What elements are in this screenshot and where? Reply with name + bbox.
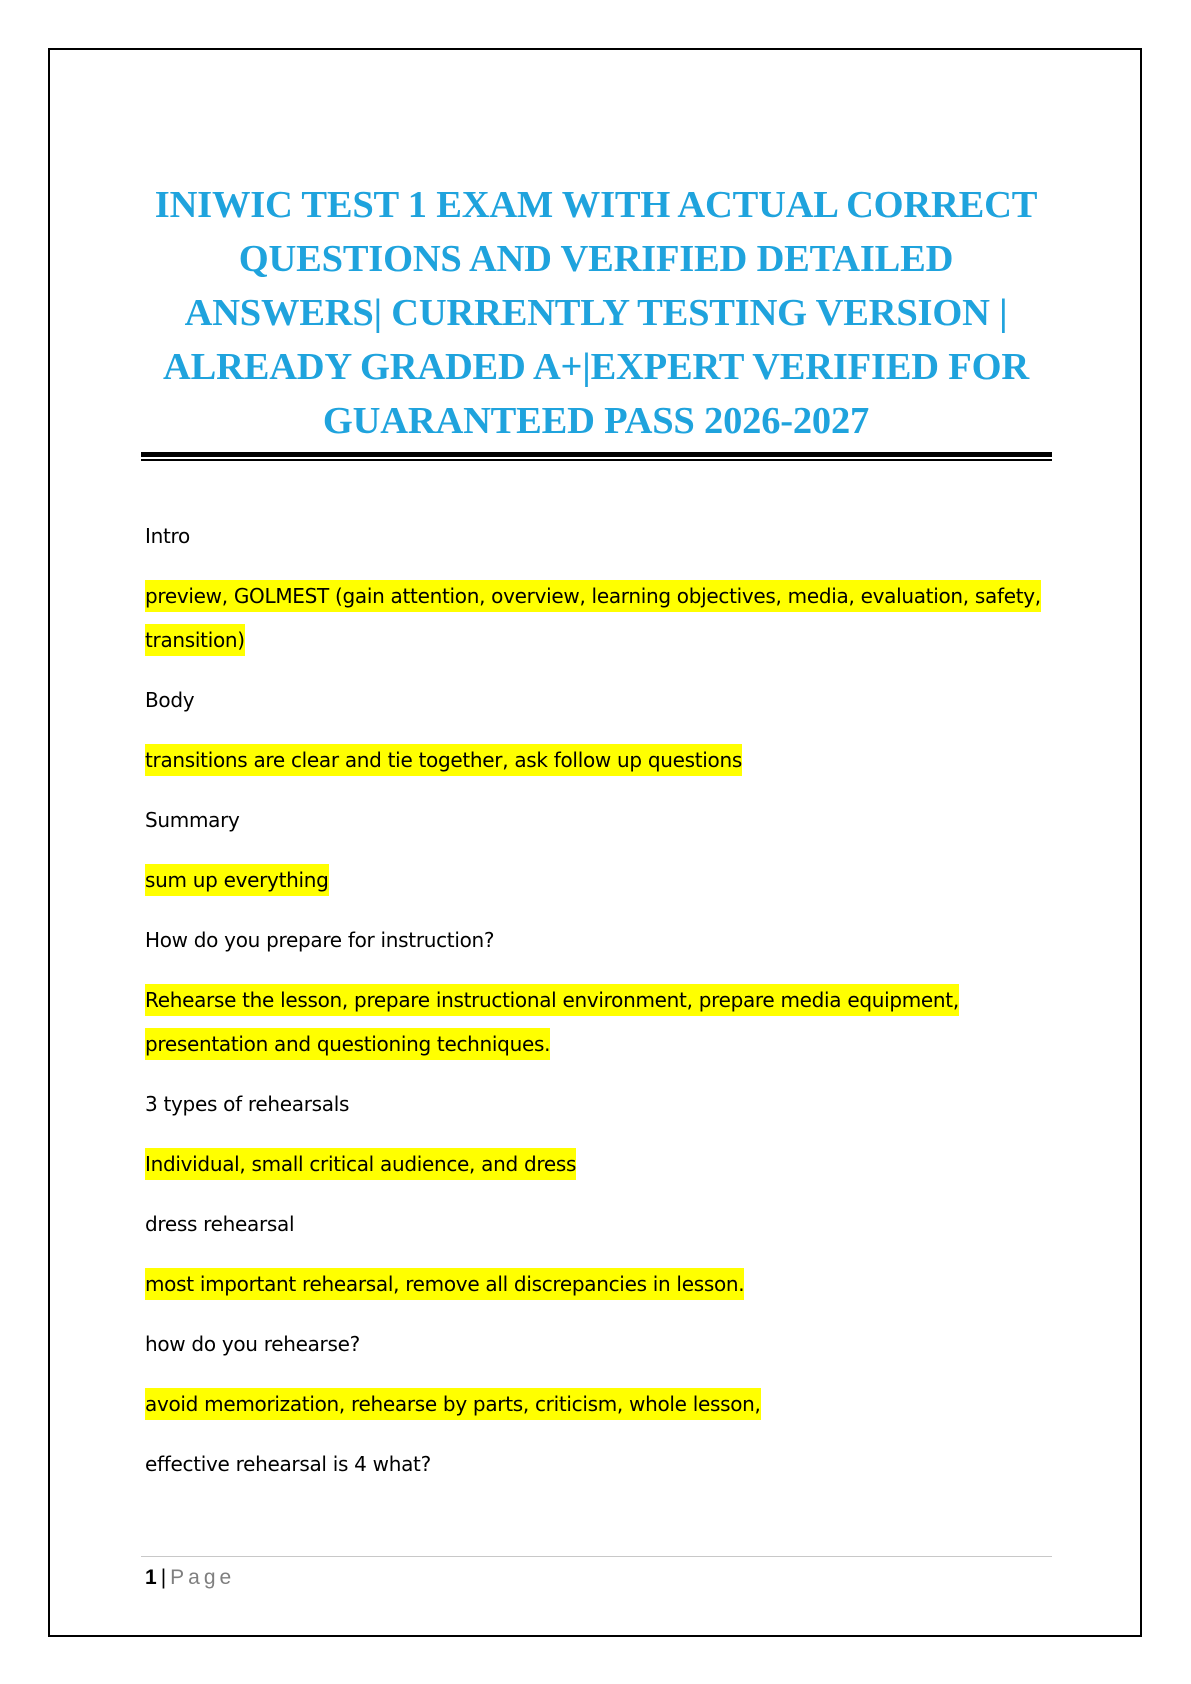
qa-item	[145, 918, 1045, 1066]
page-label: Page	[170, 1566, 236, 1589]
question-text: Summary	[145, 808, 240, 832]
answer-text	[145, 738, 1045, 782]
answer-text	[145, 574, 1045, 662]
qa-item	[145, 678, 1045, 782]
answer-highlight: transitions are clear and tie together, ask follow up questions	[145, 744, 742, 776]
answer-highlight: sum up everything	[145, 864, 329, 896]
page-footer	[145, 1564, 235, 1592]
answer-highlight: avoid memorization, rehearse by parts, criticism, whole lesson,	[145, 1388, 761, 1420]
question-text: Body	[145, 688, 195, 712]
qa-item	[145, 514, 1045, 662]
question-text: 3 types of rehearsals	[145, 1092, 350, 1116]
qa-item	[145, 798, 1045, 902]
answer-highlight: most important rehearsal, remove all discrepancies in lesson.	[145, 1268, 744, 1300]
answer-highlight: Rehearse the lesson, prepare instructional environment, prepare media equipment, presentation and questioning techniques.	[145, 984, 959, 1060]
qa-item	[145, 1202, 1045, 1306]
title-divider	[141, 452, 1052, 461]
question-text: Intro	[145, 524, 190, 548]
document-title: INIWIC TEST 1 EXAM WITH ACTUAL CORRECT QUESTIONS AND VERIFIED DETAILED ANSWERS| CURRENTLY TESTING VERSION | ALREADY GRADED A+|EXPERT VERIFIED FOR GUARANTEED PASS 2026-2027	[154, 184, 1038, 442]
answer-text	[145, 858, 1045, 902]
question-text: dress rehearsal	[145, 1212, 295, 1236]
answer-text	[145, 1382, 1045, 1426]
question-text: how do you rehearse?	[145, 1332, 360, 1356]
question-text: effective rehearsal is 4 what?	[145, 1452, 431, 1476]
qa-list	[145, 514, 1045, 1502]
answer-highlight: preview, GOLMEST (gain attention, overview, learning objectives, media, evaluation, safety, transition)	[145, 580, 1041, 656]
page-number: 1	[145, 1566, 157, 1589]
qa-item	[145, 1082, 1045, 1186]
answer-text	[145, 1262, 1045, 1306]
footer-separator: |	[160, 1566, 167, 1589]
answer-text	[145, 1142, 1045, 1186]
answer-highlight: Individual, small critical audience, and dress	[145, 1148, 576, 1180]
footer-divider	[141, 1556, 1052, 1557]
qa-item	[145, 1322, 1045, 1426]
qa-item	[145, 1442, 1045, 1486]
answer-text	[145, 978, 1045, 1066]
question-text: How do you prepare for instruction?	[145, 928, 495, 952]
